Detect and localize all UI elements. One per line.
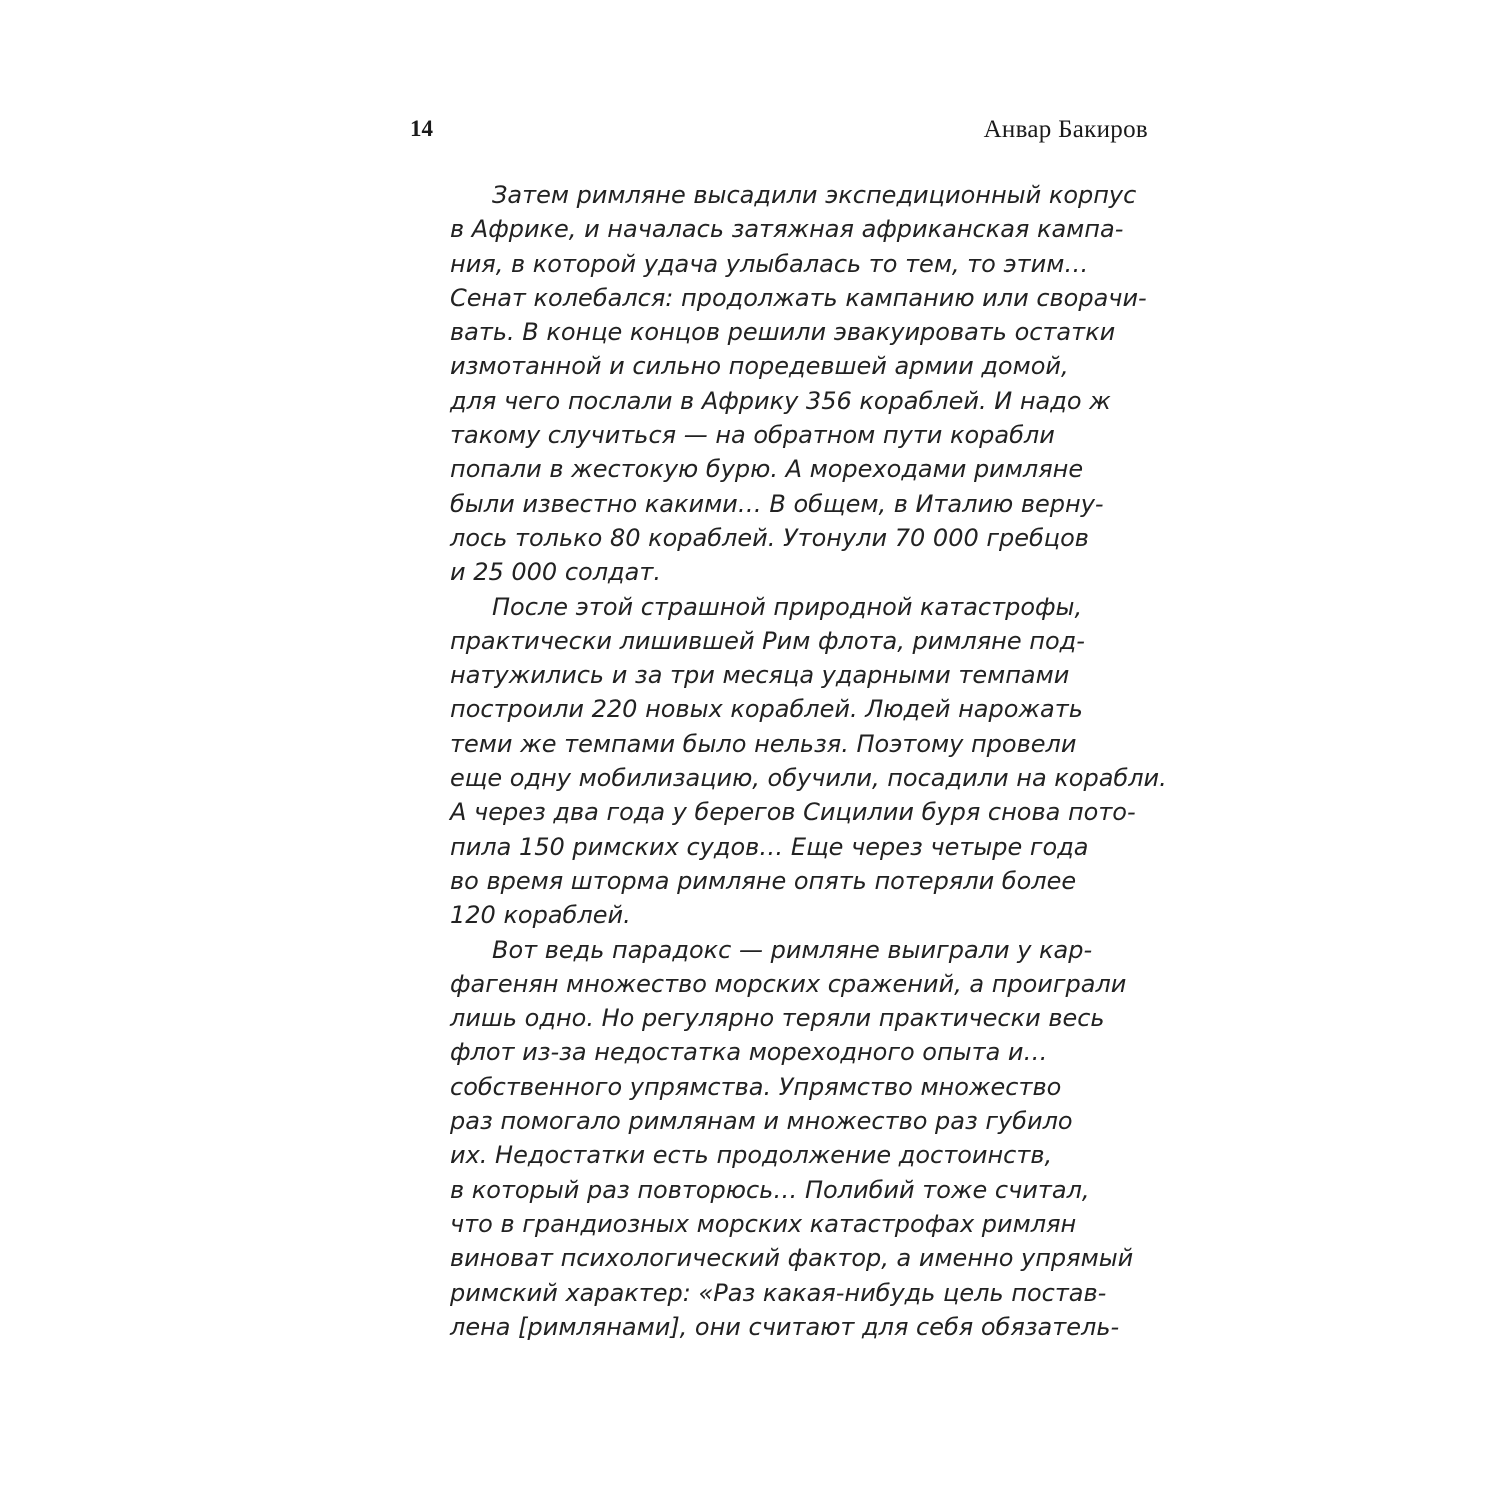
text-line: попали в жестокую бурю. А мореходами римляне [450, 455, 1084, 484]
text-line: собственного упрямства. Упрямство множество [450, 1072, 1062, 1101]
text-line: лось только 80 кораблей. Утонули 70 000 гребцов [450, 523, 1089, 552]
text-line: такому случиться — на обратном пути корабли [450, 421, 1055, 450]
text-line: натужились и за три месяца ударными темпами [450, 661, 1070, 690]
text-line: Затем римляне высадили экспедиционный корпус [492, 181, 1137, 209]
text-line: что в грандиозных морских катастрофах римлян [450, 1209, 1077, 1238]
text-line: были известно какими… В общем, в Италию верну- [450, 489, 1104, 518]
body-text [450, 178, 1167, 1344]
text-line: раз помогало римлянам и множество раз губило [450, 1107, 1073, 1136]
text-line: Сенат колебался: продолжать кампанию или сворачи- [450, 283, 1147, 312]
text-line: во время шторма римляне опять потеряли более [450, 866, 1077, 895]
text-line: для чего послали в Африку 356 кораблей. И надо ж [450, 386, 1111, 415]
text-line: римский характер: «Раз какая-нибудь цель постав- [450, 1278, 1107, 1307]
text-line: А через два года у берегов Сицилии буря снова пото- [450, 798, 1136, 827]
text-line: лишь одно. Но регулярно теряли практически весь [450, 1004, 1105, 1033]
text-line: вать. В конце концов решили эвакуировать остатки [450, 318, 1116, 347]
text-line: 120 кораблей. [450, 901, 631, 930]
page-number: 14 [410, 116, 433, 141]
text-line: практически лишившей Рим флота, римляне под- [450, 626, 1085, 655]
text-line: измотанной и сильно поредевшей армии домой, [450, 352, 1069, 381]
text-line: в который раз повторюсь… Полибий тоже считал, [450, 1175, 1090, 1204]
text-line: виноват психологический фактор, а именно упрямый [450, 1244, 1134, 1273]
text-line: Вот ведь парадокс — римляне выиграли у кар- [492, 935, 1093, 964]
text-line: и 25 000 солдат. [450, 558, 661, 587]
text-line: еще одну мобилизацию, обучили, посадили на корабли. [450, 764, 1167, 793]
text-line: их. Недостатки есть продолжение достоинств, [450, 1141, 1053, 1170]
text-line: фагенян множество морских сражений, а проиграли [450, 969, 1127, 998]
text-line: флот из-за недостатка мореходного опыта и… [450, 1038, 1048, 1067]
text-line: в Африке, и началась затяжная африканская кампа- [450, 215, 1124, 244]
text-line: построили 220 новых кораблей. Людей нарожать [450, 695, 1083, 724]
running-header-author: Анвар Бакиров [983, 116, 1148, 143]
text-line: теми же темпами было нельзя. Поэтому провели [450, 729, 1077, 758]
text-line: лена [римлянами], они считают для себя обязатель- [450, 1312, 1120, 1341]
text-line: пила 150 римских судов… Еще через четыре года [450, 832, 1089, 861]
text-line: После этой страшной природной катастрофы, [492, 592, 1083, 621]
text-line: ния, в которой удача улыбалась то тем, то этим… [450, 249, 1089, 278]
